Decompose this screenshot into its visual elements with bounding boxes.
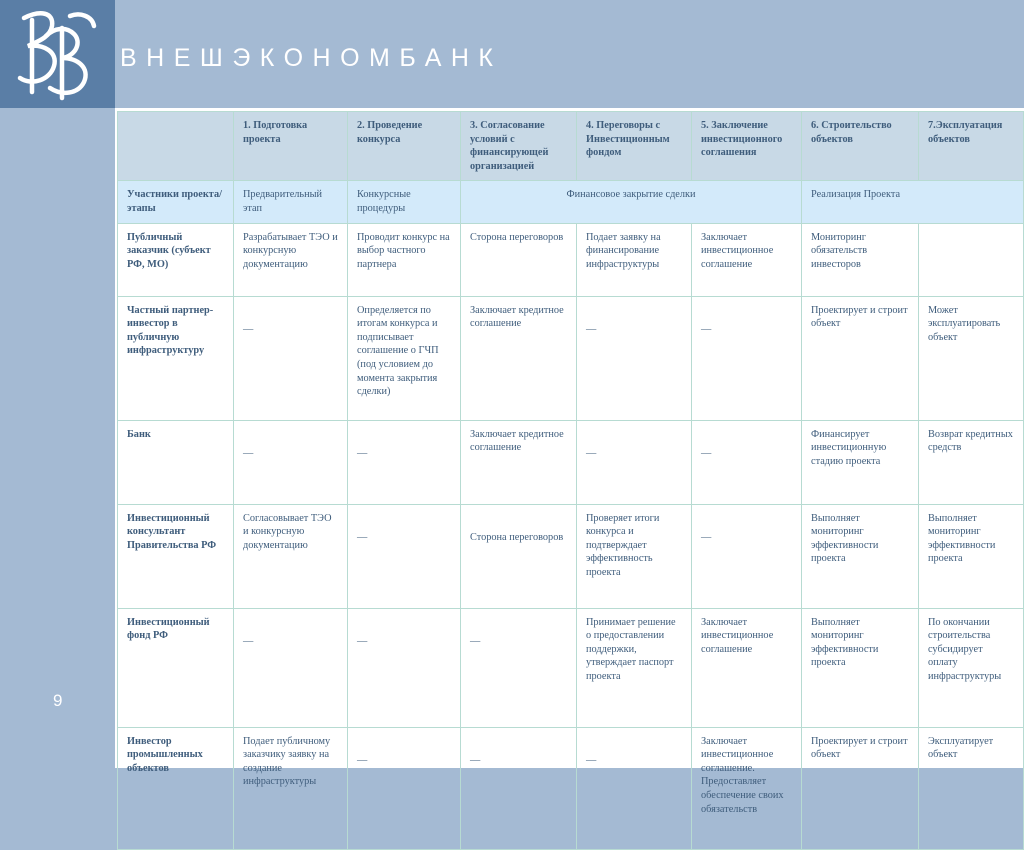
table-cell: — [692, 504, 802, 608]
table-cell: — [348, 608, 461, 727]
stage-cell: Реализация Проекта [802, 181, 1024, 223]
table-cell: — [348, 420, 461, 504]
table-cell: Сторона переговоров [461, 504, 577, 608]
table-cell: Выполняет мониторинг эффективности проекта [802, 504, 919, 608]
logo-panel [0, 0, 115, 108]
table-cell: — [461, 727, 577, 849]
table-cell: Заключает кредитное соглашение [461, 296, 577, 420]
header-cell: 5. Заключение инвестиционного соглашения [692, 112, 802, 181]
header-cell: 1. Подготовка проекта [234, 112, 348, 181]
table-cell: — [577, 727, 692, 849]
table-cell: Определяется по итогам конкурса и подписывает соглашение о ГЧП (под условием до момента закрытия сделки) [348, 296, 461, 420]
table-cell: Возврат кредитных средств [919, 420, 1024, 504]
table-area [115, 108, 1024, 815]
table-row [118, 420, 1024, 504]
table-cell: По окончании строительства субсидирует оплату инфраструктуры [919, 608, 1024, 727]
header-cell: 4. Переговоры с Инвестиционным фондом [577, 112, 692, 181]
row-label: Частный партнер-инвестор в публичную инфраструктуру [118, 296, 234, 420]
table-header-row [118, 112, 1024, 181]
stage-cell: Конкурсные процедуры [348, 181, 461, 223]
table-cell: Проверяет итоги конкурса и подтверждает эффективность проекта [577, 504, 692, 608]
table-cell: — [234, 296, 348, 420]
row-label: Инвестор промышленных объектов [118, 727, 234, 849]
table-cell: — [692, 420, 802, 504]
header-cell: 7.Эксплуатация объектов [919, 112, 1024, 181]
table-cell: Заключает инвестиционное соглашение [692, 223, 802, 296]
table-cell: — [692, 296, 802, 420]
table-cell: Финансирует инвестиционную стадию проекта [802, 420, 919, 504]
table-cell: Подает заявку на финансирование инфраструктуры [577, 223, 692, 296]
table-row [118, 727, 1024, 849]
table-cell: — [577, 420, 692, 504]
header-cell: 3. Согласование условий с финансирующей организацией [461, 112, 577, 181]
table-cell: — [348, 504, 461, 608]
table-cell: Разрабатывает ТЭО и конкурсную документацию [234, 223, 348, 296]
row-label: Банк [118, 420, 234, 504]
table-row [118, 296, 1024, 420]
table-cell: — [348, 727, 461, 849]
header-cell [118, 112, 234, 181]
table-cell: Эксплуатирует объект [919, 727, 1024, 849]
table-cell: Подает публичному заказчику заявку на создание инфраструктуры [234, 727, 348, 849]
table-cell: Проектирует и строит объект [802, 727, 919, 849]
side-strip [0, 108, 115, 768]
stage-cell: Предварительный этап [234, 181, 348, 223]
page-number: 9 [53, 691, 63, 710]
header-cell: 6. Строительство объектов [802, 112, 919, 181]
table-row [118, 608, 1024, 727]
table-cell: — [461, 608, 577, 727]
project-stages-table [117, 111, 1024, 850]
table-row [118, 223, 1024, 296]
row-label: Инвестиционный фонд РФ [118, 608, 234, 727]
veb-monogram-logo-icon [10, 6, 102, 102]
table-cell: Заключает кредитное соглашение [461, 420, 577, 504]
table-cell: Проводит конкурс на выбор частного партнера [348, 223, 461, 296]
stage-cell: Финансовое закрытие сделки [461, 181, 802, 223]
table-cell: Заключает инвестиционное соглашение. Предоставляет обеспечение своих обязательств [692, 727, 802, 849]
stage-row-label: Участники проекта/ этапы [118, 181, 234, 223]
brand-name: ВНЕШЭКОНОМБАНК [120, 44, 503, 72]
table-cell: Принимает решение о предоставлении поддержки, утверждает паспорт проекта [577, 608, 692, 727]
table-cell [919, 223, 1024, 296]
table-cell: Заключает инвестиционное соглашение [692, 608, 802, 727]
table-cell: Выполняет мониторинг эффективности проекта [802, 608, 919, 727]
table-cell: Мониторинг обязательств инвесторов [802, 223, 919, 296]
table-cell: — [234, 608, 348, 727]
row-label: Инвестиционный консультант Правительства РФ [118, 504, 234, 608]
stage-row [118, 181, 1024, 223]
table-cell: Выполняет мониторинг эффективности проекта [919, 504, 1024, 608]
table-cell: Сторона переговоров [461, 223, 577, 296]
header-cell: 2. Проведение конкурса [348, 112, 461, 181]
table-cell: — [577, 296, 692, 420]
table-cell: Может эксплуатировать объект [919, 296, 1024, 420]
table-cell: Согласовывает ТЭО и конкурсную документацию [234, 504, 348, 608]
table-row [118, 504, 1024, 608]
table-cell: — [234, 420, 348, 504]
table-cell: Проектирует и строит объект [802, 296, 919, 420]
row-label: Публичный заказчик (субъект РФ, МО) [118, 223, 234, 296]
